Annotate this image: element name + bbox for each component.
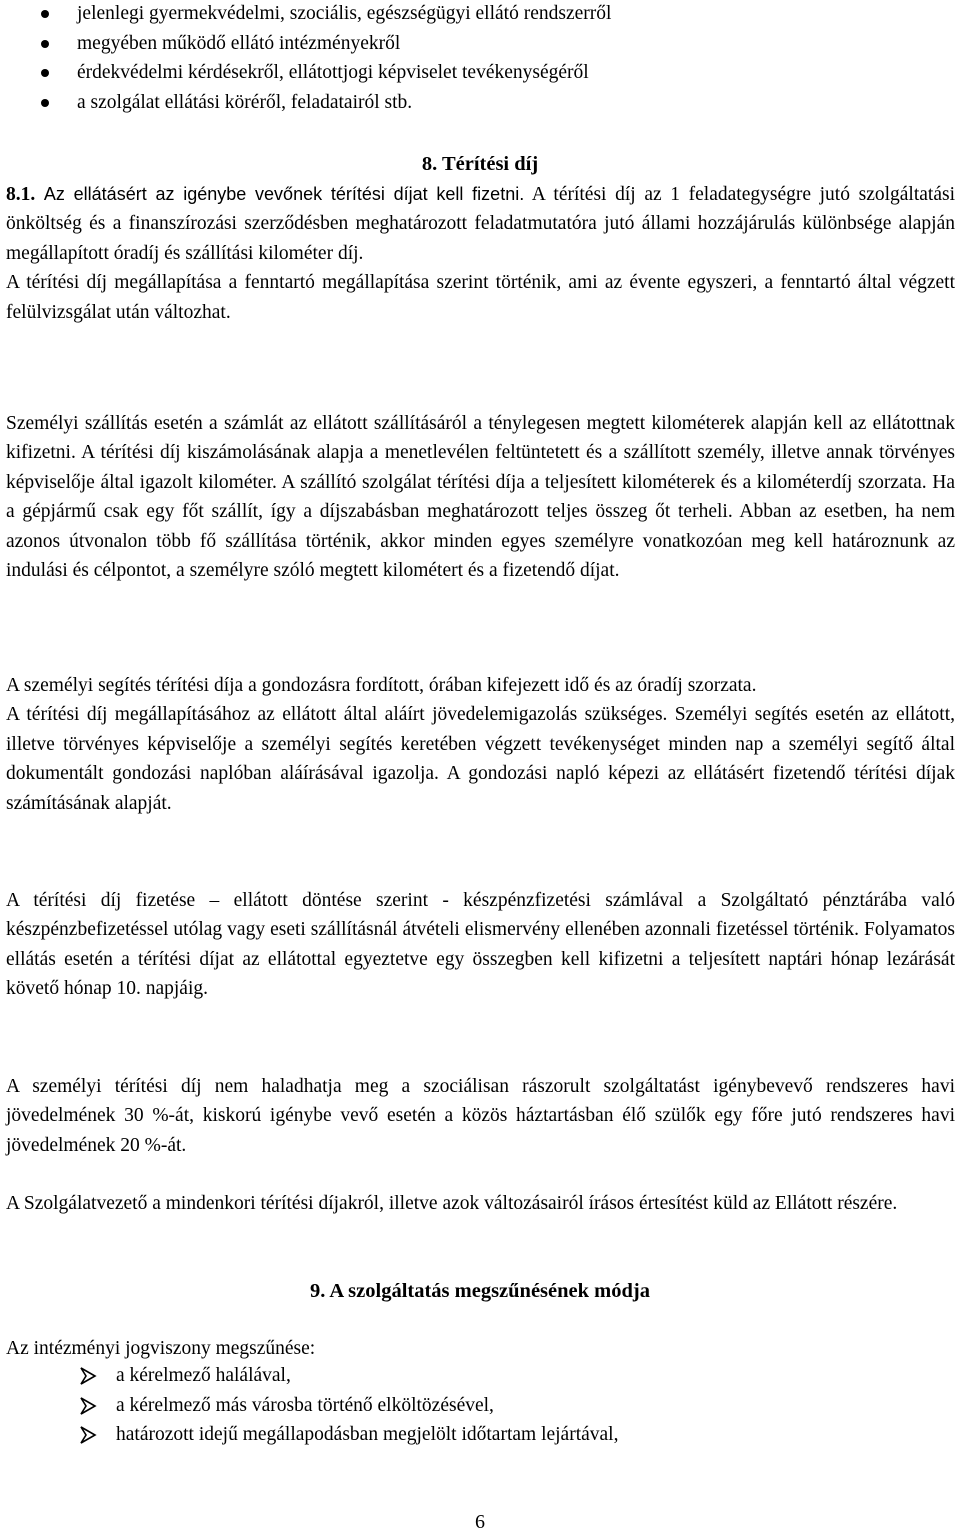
list-item	[0, 2, 611, 32]
paragraph: A személyi térítési díj nem haladhatja meg a szociálisan rászorult szolgáltatást igénybevevő rendszeres havi jövedelmének 30 %-át, kiskorú igénybe vevő esetén a közös háztartásban élő szülők egy főre jutó rendszeres havi jövedelmének 20 %-át.	[6, 1076, 955, 1156]
paragraph-lead: Az ellátásért az igénybe vevőnek térítési díjat kell fizetni.	[43, 184, 525, 204]
bullet-icon	[41, 69, 49, 77]
section-8-text-4	[6, 886, 955, 1004]
paragraph: A személyi segítés térítési díja a gondozásra fordított, órában kifejezett idő és az óradíj szorzata.	[6, 675, 757, 696]
list-item	[0, 1423, 618, 1453]
section-8-text-3	[6, 671, 955, 818]
list-item-text: határozott idejű megállapodásban megjelölt időtartam lejártával,	[116, 1424, 619, 1445]
paragraph: A térítési díj megállapítása a fenntartó megállapítása szerint történik, ami az évente egyszeri, a fenntartó által végzett felülvizsgálat után változhat.	[6, 272, 955, 323]
list-item-text: a szolgálat ellátási köréről, feladatairól stb.	[77, 91, 413, 113]
bullet-icon	[41, 10, 49, 18]
list-item-text: érdekvédelmi kérdésekről, ellátottjogi képviselet tevékenységéről	[77, 62, 589, 83]
bullet-icon	[41, 99, 49, 107]
arrowhead-bullet-icon	[79, 1396, 97, 1416]
paragraph-text: A térítési díj az 1 feladategységre jutó szolgáltatási önköltség és a finanszírozási szerződésben meghatározott feladatmutatóra jutó állami hozzájárulás különbsége alapján megállapított óradíj és szállítási kilométer díj.	[6, 184, 955, 264]
paragraph: Személyi szállítás esetén a számlát az ellátott szállításáról a ténylegesen megtett kilométerek alapján kell az ellátottnak kifizetni. A térítési díj kiszámolásának alapja a menetlevélen feltüntetett és a szállított személy, illetve annak törvényes képviselője által igazolt kilométer. A szállító szolgálat térítési díja a teljesített kilométerek és a kilométerdíj szorzata. Ha a gépjármű csak egy főt szállít, így a díjszabásban meghatározott teljes összeg őt terheli. Abban az esetben, ha nem azonos útvonalon több fő szállítása történik, akkor minden egyes személyre vonatkozóan meg kell határoznunk az indulási és célpontot, a személyre szóló megtett kilométert és a fizetendő díjat.	[6, 413, 955, 582]
list-item	[0, 91, 611, 121]
paragraph: A Szolgálatvezető a mindenkori térítési díjakról, illetve azok változásairól írásos értesítést küld az Ellátott részére.	[6, 1193, 898, 1214]
arrowhead-bullet-icon	[79, 1366, 97, 1386]
list-item	[0, 61, 611, 91]
section-9-intro: Az intézményi jogviszony megszűnése:	[6, 1338, 316, 1359]
list-item	[0, 32, 611, 62]
section-8-text-5	[6, 1072, 955, 1160]
section-8-text-1	[6, 180, 955, 327]
list-item-text: a kérelmező halálával,	[116, 1365, 291, 1386]
section-8-text-6	[6, 1189, 955, 1218]
paragraph-8-1	[6, 180, 955, 268]
list-item-text: jelenlegi gyermekvédelmi, szociális, egészségügyi ellátó rendszerről	[77, 3, 612, 24]
section-9-heading: 9. A szolgáltatás megszűnésének módja	[310, 1280, 650, 1302]
paragraph: A térítési díj fizetése – ellátott döntése szerint - készpénzfizetési számlával a Szolgáltató pénztárába való készpénzbefizetéssel utólag vagy eseti szállításnál átvételi elismervény ellenében azonnali fizetéssel történik. Folyamatos ellátás esetén a térítési díjat az ellátottal egyeztetve egy összegben kell kifizetni a teljesített naptári hónap lezárását követő hónap 10. napjáig.	[6, 890, 955, 1000]
list-item	[0, 1364, 618, 1394]
list-item-text: megyében működő ellátó intézményekről	[77, 32, 401, 54]
list-item	[0, 1394, 618, 1424]
bullet-icon	[41, 40, 49, 48]
section-8-text-2	[6, 409, 955, 585]
paragraph: A térítési díj megállapításához az ellátott által aláírt jövedelemigazolás szükséges. Személyi segítés esetén az ellátott, illetve törvényes képviselője a személyi segítés keretében végzett tevékenységet minden nap a személyi segítő által dokumentált gondozási naplóban aláírásával igazolja. A gondozási napló képezi az ellátásért fizetendő térítési díjak számításának alapját.	[6, 704, 955, 814]
info-bullet-list	[0, 2, 611, 120]
list-item-text: a kérelmező más városba történő elköltözésével,	[116, 1394, 494, 1416]
termination-list	[0, 1364, 618, 1453]
page-number: 6	[475, 1511, 485, 1533]
paragraph-number: 8.1.	[6, 184, 36, 205]
arrowhead-bullet-icon	[79, 1425, 97, 1445]
section-8-heading: 8. Térítési díj	[421, 153, 539, 175]
